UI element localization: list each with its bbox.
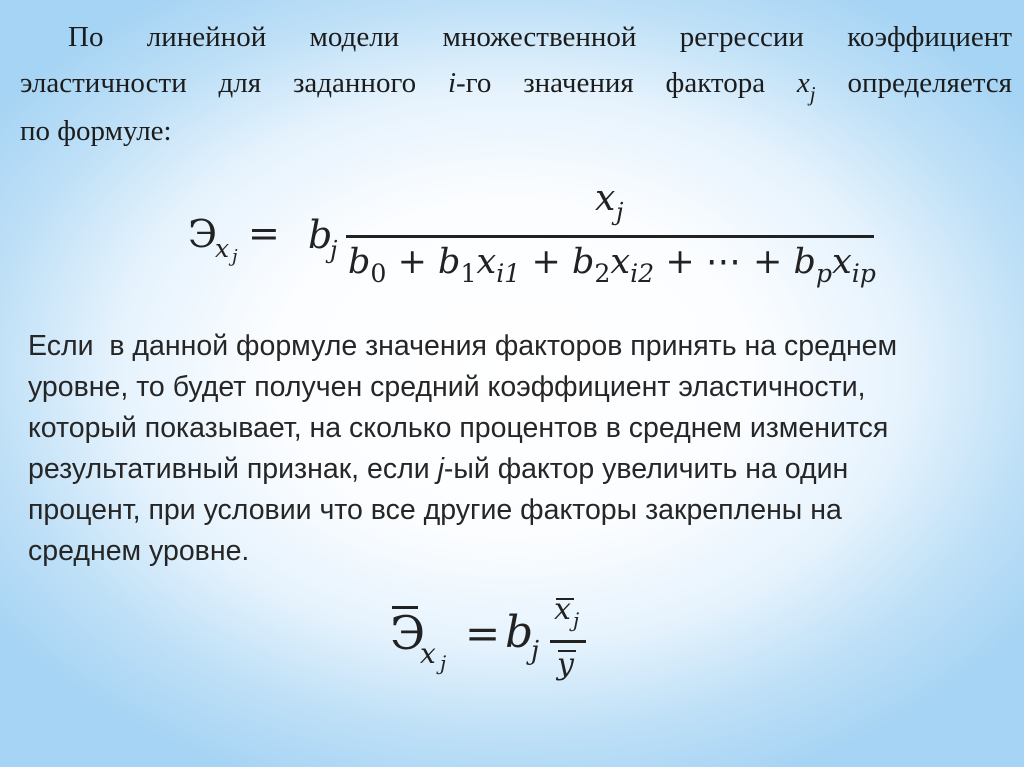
explanation-paragraph: [28, 326, 1008, 572]
intro-line-3: по формуле:: [20, 115, 172, 147]
coefficient-b-subscript: j: [330, 236, 338, 264]
factor-x-subscript: j: [809, 82, 816, 106]
elasticity-subscript-x: x: [215, 234, 230, 263]
numerator-x-subscript: j: [616, 198, 624, 226]
mean-denominator-y: y: [557, 647, 574, 682]
explanation-line-1: Если в данной формуле значения факторов принять на среднем: [28, 330, 898, 362]
denominator: $b_0 + b_1x_{i1} + b_2x_{i2}$ + ⋯ + $b_px_{ip}$: [348, 242, 876, 288]
equals-sign: =: [248, 211, 280, 255]
mean-coefficient-b: b: [505, 607, 534, 658]
explanation-line-2: уровне, то будет получен средний коэффициент эластичности,: [28, 371, 866, 403]
numerator-x: x: [595, 178, 616, 219]
intro-paragraph: [20, 14, 1012, 154]
mean-elasticity-subscript-x: x: [420, 637, 436, 670]
intro-line-1: По линейной модели множественной регрессии коэффициент: [68, 21, 1012, 53]
mean-numerator-x-subscript: j: [573, 608, 580, 632]
mean-equals-sign: =: [465, 609, 501, 658]
mean-coefficient-b-subscript: j: [531, 636, 540, 666]
mean-elasticity-subscript-j: j: [440, 651, 447, 675]
explanation-line-6: среднем уровне.: [28, 535, 250, 567]
explanation-line-5: процент, при условии что все другие факторы закреплены на: [28, 494, 842, 526]
mean-fraction-bar: [550, 640, 586, 643]
elasticity-subscript-j: j: [232, 246, 238, 267]
intro-line-2: эластичности для заданного i-го значения фактора $x_j$ определяется: [20, 67, 1012, 106]
coefficient-b: b: [308, 213, 333, 257]
index-j: j: [437, 453, 444, 485]
elasticity-symbol: Э: [188, 212, 218, 256]
explanation-line-4: результативный признак, если j-ый фактор увеличить на один: [28, 453, 849, 485]
explanation-line-3: который показывает, на сколько процентов в среднем изменится: [28, 412, 889, 444]
mean-numerator-x: x: [554, 592, 571, 627]
mean-elasticity-symbol: Э: [390, 606, 426, 660]
factor-x: x: [796, 67, 810, 99]
index-i: i: [447, 67, 457, 99]
fraction-bar: [346, 235, 874, 238]
